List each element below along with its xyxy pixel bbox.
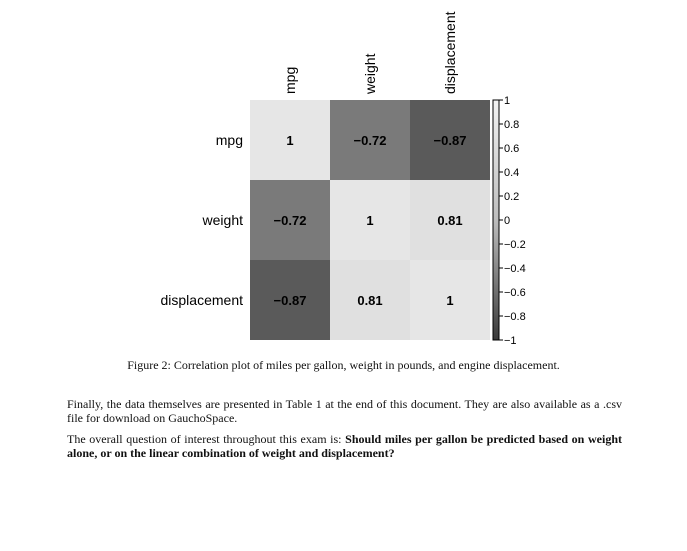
column-label: mpg: [282, 66, 298, 94]
column-label: weight: [362, 53, 378, 94]
colorbar-tick-label: 0.8: [504, 119, 520, 131]
colorbar-tick-label: −0.8: [504, 311, 526, 323]
row-label: weight: [202, 212, 243, 228]
colorbar-tick-label: 0: [504, 215, 511, 227]
colorbar-tick-label: 0.2: [504, 191, 520, 203]
row-label: displacement: [160, 292, 243, 308]
cell-value-label: −0.87: [273, 293, 307, 308]
cell-value-label: 1: [366, 213, 374, 228]
column-label: displacement: [442, 11, 458, 94]
colorbar-tick-label: −0.6: [504, 287, 526, 299]
cell-value-label: 0.81: [437, 213, 463, 228]
cell-value-label: −0.87: [433, 133, 467, 148]
colorbar-tick-label: −0.2: [504, 239, 526, 251]
figure-caption: Figure 2: Correlation plot of miles per gallon, weight in pounds, and engine displacement.: [127, 358, 560, 372]
cell-value-label: 1: [446, 293, 454, 308]
colorbar-tick-label: 0.4: [504, 167, 520, 179]
paragraph-question-of-interest: [67, 432, 622, 460]
question-lead-text: The overall question of interest throughout this exam is:: [67, 432, 346, 446]
cell-value-label: −0.72: [353, 133, 387, 148]
colorbar-tick-label: 1: [504, 95, 511, 107]
question-bold-text: Should miles per gallon be predicted based on weight alone, or on the linear combination of weight and displacement?: [67, 432, 623, 460]
cell-value-label: −0.72: [273, 213, 307, 228]
row-label: mpg: [215, 132, 243, 148]
colorbar-tick-label: −0.4: [504, 263, 526, 275]
paragraph-data-availability: Finally, the data themselves are presented in Table 1 at the end of this document. They are also available as a .csv file for download on GauchoSpace.: [67, 397, 622, 425]
colorbar: [493, 100, 499, 340]
cell-value-label: 0.81: [357, 293, 383, 308]
cell-value-label: 1: [286, 133, 294, 148]
colorbar-tick-label: −1: [504, 335, 517, 347]
colorbar-tick-label: 0.6: [504, 143, 520, 155]
